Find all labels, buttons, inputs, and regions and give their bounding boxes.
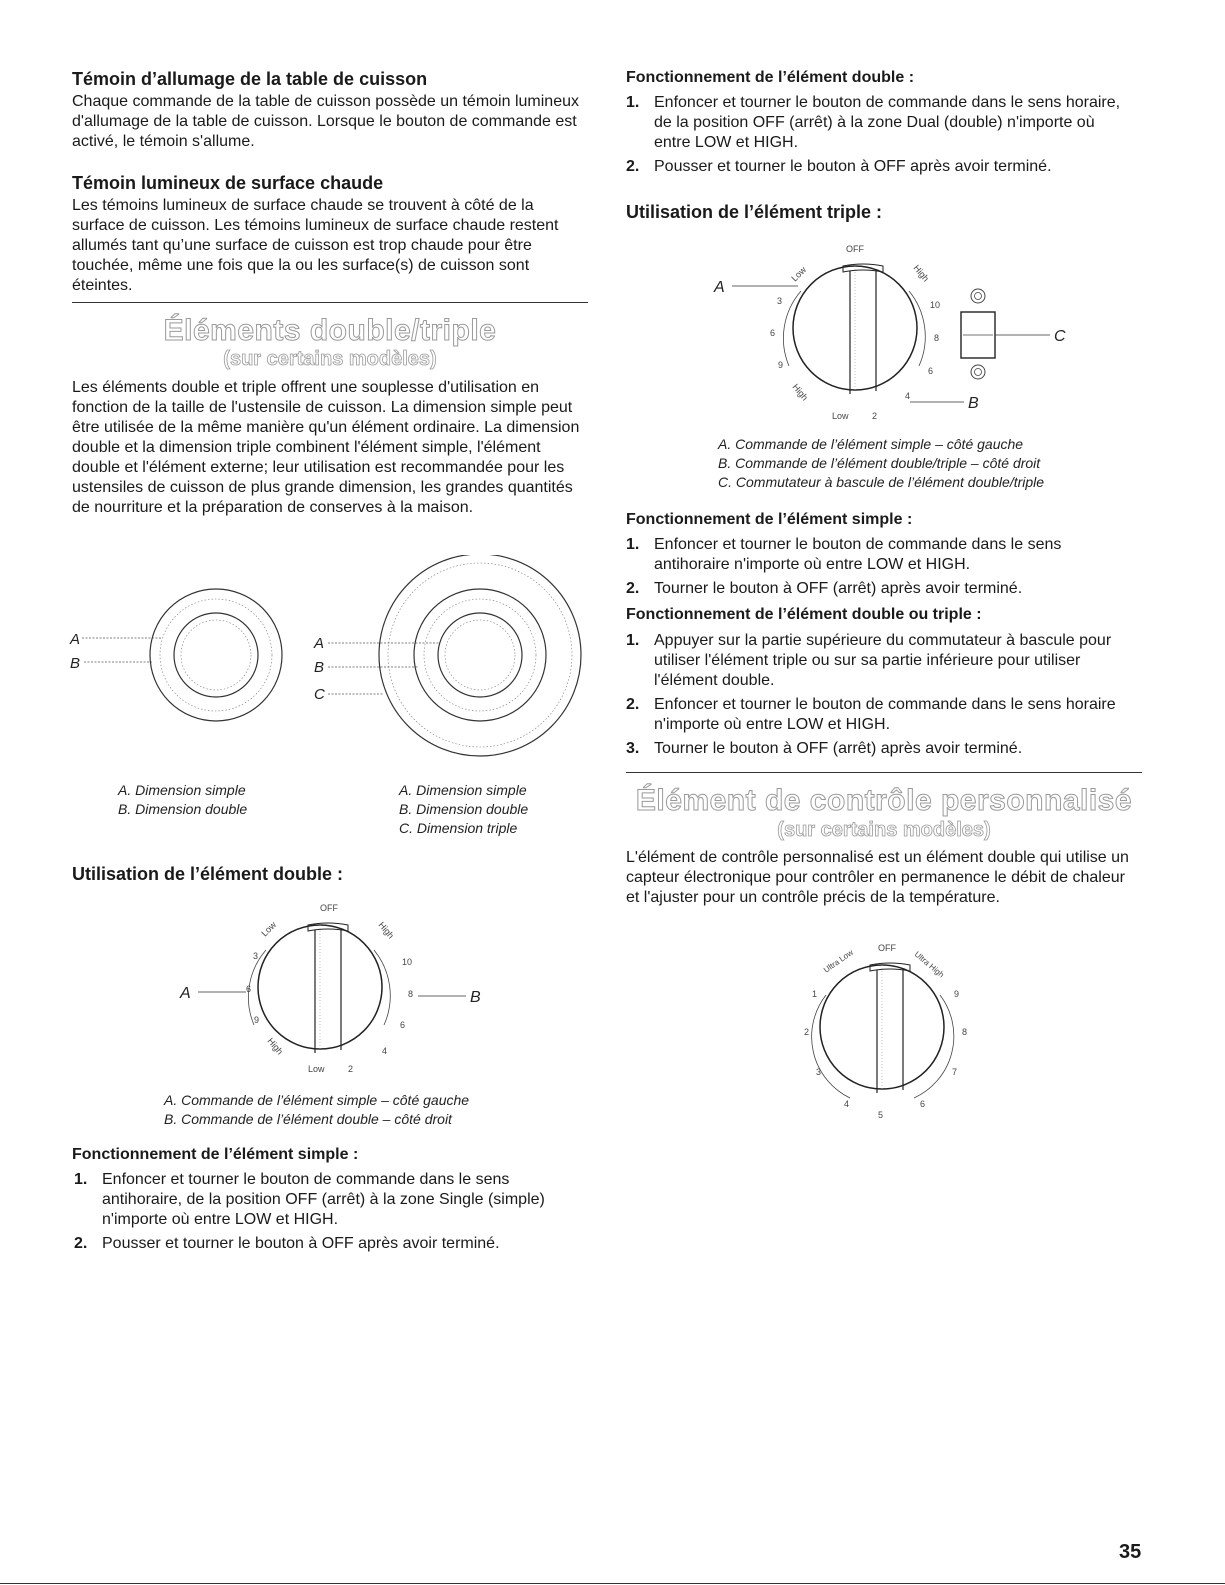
- knob1-low-top-label: Low: [259, 919, 279, 939]
- triple-element-diagram: [313, 555, 581, 756]
- knob1-callout-b: B: [470, 989, 481, 1006]
- knob3-num-9: 9: [954, 989, 960, 999]
- step-text: Pousser et tourner le bouton à OFF après avoir terminé.: [102, 1235, 500, 1252]
- paragraph-double-triple-intro: Les éléments double et triple offrent une souplesse d'utilisation en fonction de la taille de l'ustensile de cuisson. La dimension simple peut être utilisée de la même manière qu'un élément ordinaire. La dimension double et la dimension triple combinent l'élément simple, l'élément double et l'élément externe; leur utilisation est recommandée pour les ustensiles de cuisson de plus grande dimension, les grandes quantités de nourriture et la préparation de conserves à la maison.: [72, 379, 580, 516]
- step-item: [624, 157, 1124, 177]
- caption-line: B. Dimension double: [399, 801, 529, 817]
- knob3-num-6: 6: [920, 1099, 926, 1109]
- diagram2-label-c: C: [314, 686, 325, 703]
- step-number: 3.: [626, 740, 640, 757]
- knob2-high-bottom-label: High: [790, 381, 811, 403]
- step-item: [624, 631, 1124, 691]
- caption-line: B. Dimension double: [118, 801, 248, 817]
- knob2-num-2: 2: [872, 411, 878, 421]
- knob1-num-9: 9: [254, 1015, 260, 1025]
- banner-subtitle-models-right: (sur certains modèles): [777, 819, 991, 841]
- step-text: Enfoncer et tourner le bouton de commande dans le sens horaire n'importe où entre LOW et HIGH.: [654, 696, 1116, 733]
- page-bottom-border: [0, 1583, 1225, 1584]
- step-item: [624, 695, 1124, 735]
- step-text: Appuyer sur la partie supérieure du commutateur à bascule pour utiliser l'élément triple ou sur sa partie inférieure pour utiliser l'élément double.: [654, 632, 1112, 689]
- knob1-num-2: 2: [348, 1064, 354, 1074]
- caption-line: C. Dimension triple: [399, 820, 518, 836]
- caption-triple-knob: [718, 435, 1118, 492]
- heading-double-element-op: Fonctionnement de l’élément double :: [626, 69, 915, 86]
- knob1-num-8: 8: [408, 989, 414, 999]
- caption-line: A. Commande de l’élément simple – côté gauche: [164, 1092, 470, 1108]
- knob3-num-5: 5: [878, 1110, 884, 1120]
- caption-triple-element: [399, 781, 599, 838]
- knob2-callout-b: B: [968, 395, 979, 412]
- triple-element-knob-diagram: [700, 236, 1080, 432]
- step-number: 1.: [626, 632, 640, 649]
- knob2-num-3: 3: [777, 296, 783, 306]
- step-item: [624, 93, 1124, 153]
- step-number: 1.: [626, 536, 640, 553]
- caption-line: A. Dimension simple: [399, 782, 527, 798]
- knob3-num-2: 2: [804, 1027, 810, 1037]
- caption-double-knob: [164, 1091, 544, 1129]
- banner-subtitle-models: (sur certains modèles): [223, 348, 437, 370]
- double-element-diagram: [69, 589, 282, 721]
- banner-title-custom-control: Élément de contrôle personnalisé: [635, 784, 1133, 817]
- paragraph-ignition-light: Chaque commande de la table de cuisson possède un témoin lumineux d'allumage de la table de cuisson. Lorsque le bouton de commande est activé, le témoin s'allume.: [72, 93, 579, 150]
- heading-ignition-light: Témoin d’allumage de la table de cuisson: [72, 69, 428, 89]
- step-text: Enfoncer et tourner le bouton de commande dans le sens horaire, de la position OFF (arrêt) à la zone Dual (double) n'importe où entre LOW et HIGH.: [654, 94, 1121, 151]
- step-number: 1.: [74, 1171, 88, 1188]
- heading-hot-surface-light: Témoin lumineux de surface chaude: [72, 173, 384, 193]
- knob1-high-bottom-label: High: [265, 1035, 286, 1057]
- knob2-num-6b: 6: [928, 366, 934, 376]
- steps-double-element: [624, 93, 1124, 181]
- step-text: Enfoncer et tourner le bouton de commande dans le sens antihoraire n'importe où entre LOW et HIGH.: [654, 536, 1062, 573]
- step-number: 2.: [626, 696, 640, 713]
- paragraph-hot-surface-light: Les témoins lumineux de surface chaude se trouvent à côté de la surface de cuisson. Les témoins lumineux de surface chaude restent allumés tant qu’une surface de cuisson est trop chaude pour être touchée, même une fois que la ou les surface(s) de cuisson sont éteintes.: [72, 197, 559, 294]
- knob3-num-1: 1: [812, 989, 818, 999]
- rocker-switch: [961, 289, 995, 379]
- knob3-num-7: 7: [952, 1067, 958, 1077]
- step-text: Pousser et tourner le bouton à OFF après avoir terminé.: [654, 158, 1052, 175]
- knob2-low-bottom-label: Low: [832, 411, 849, 421]
- step-text: Tourner le bouton à OFF (arrêt) après avoir terminé.: [654, 580, 1023, 597]
- step-item: [72, 1170, 592, 1230]
- step-item: [72, 1234, 592, 1254]
- heading-double-triple-op: Fonctionnement de l’élément double ou triple :: [626, 606, 982, 623]
- diagram2-label-b: B: [314, 659, 325, 676]
- knob1-num-10: 10: [402, 957, 413, 967]
- step-item: [624, 739, 1124, 759]
- knob3-ultra-low-label: Ultra Low: [821, 947, 855, 975]
- knob1-num-6: 6: [246, 984, 252, 994]
- caption-line: A. Commande de l’élément simple – côté gauche: [718, 436, 1024, 452]
- knob3-off-label: OFF: [878, 943, 896, 953]
- knob1-num-6b: 6: [400, 1020, 406, 1030]
- page-number: 35: [1119, 1541, 1142, 1563]
- knob1-num-3: 3: [253, 951, 259, 961]
- steps-simple-element-left: [72, 1170, 592, 1258]
- diagram-label-a: A: [70, 631, 81, 648]
- knob3-num-8: 8: [962, 1027, 968, 1037]
- element-size-diagram: [60, 555, 600, 785]
- knob2-off-label: OFF: [846, 244, 864, 254]
- step-item: [624, 579, 1124, 599]
- knob1-off-label: OFF: [320, 903, 338, 913]
- heading-using-double-element: Utilisation de l’élément double :: [72, 864, 344, 884]
- knob3-num-4: 4: [844, 1099, 850, 1109]
- section-divider: [72, 302, 588, 303]
- knob2-high-top-label: High: [911, 262, 932, 284]
- step-item: [624, 535, 1124, 575]
- knob2-num-6: 6: [770, 328, 776, 338]
- heading-simple-element-op-left: Fonctionnement de l’élément simple :: [72, 1146, 359, 1163]
- knob2-num-9: 9: [778, 360, 784, 370]
- knob2-num-10: 10: [930, 300, 941, 310]
- step-text: Tourner le bouton à OFF (arrêt) après avoir terminé.: [654, 740, 1023, 757]
- knob2-callout-c: C: [1054, 328, 1066, 345]
- double-element-knob-diagram: [170, 895, 490, 1085]
- paragraph-custom-control: L'élément de contrôle personnalisé est un élément double qui utilise un capteur électronique pour contrôler en permanence le débit de chaleur et l'ajuster pour un contrôle précis de la température.: [626, 849, 1129, 906]
- step-number: 2.: [626, 158, 640, 175]
- diagram-label-b: B: [70, 655, 81, 672]
- step-text: Enfoncer et tourner le bouton de commande dans le sens antihoraire, de la position OFF (arrêt) à la zone Single (simple) n'importe où entre LOW et HIGH.: [102, 1171, 545, 1228]
- step-number: 1.: [626, 94, 640, 111]
- diagram2-label-a: A: [314, 635, 325, 652]
- knob1-low-bottom-label: Low: [308, 1064, 325, 1074]
- step-number: 2.: [626, 580, 640, 597]
- knob3-ultra-high-label: Ultra High: [912, 949, 946, 980]
- caption-line: C. Commutateur à bascule de l’élément double/triple: [718, 474, 1045, 490]
- caption-double-element: [118, 781, 318, 819]
- knob1-high-top-label: High: [376, 919, 397, 941]
- custom-control-knob-diagram: [790, 935, 990, 1125]
- caption-line: B. Commande de l’élément double – côté droit: [164, 1111, 452, 1127]
- steps-double-triple: [624, 631, 1124, 763]
- heading-simple-element-op-right: Fonctionnement de l’élément simple :: [626, 511, 913, 528]
- knob1-num-4: 4: [382, 1046, 388, 1056]
- knob2-low-top-label: Low: [789, 264, 809, 284]
- heading-using-triple-element: Utilisation de l’élément triple :: [626, 202, 883, 222]
- knob2-callout-a: A: [714, 279, 725, 296]
- caption-line: A. Dimension simple: [118, 782, 246, 798]
- section-divider-right: [626, 772, 1142, 773]
- steps-simple-element-right: [624, 535, 1124, 603]
- knob2-num-8: 8: [934, 333, 940, 343]
- knob1-callout-a: A: [180, 985, 191, 1002]
- banner-title-double-triple: Éléments double/triple: [163, 314, 497, 347]
- knob2-num-4: 4: [905, 391, 911, 401]
- knob3-num-3: 3: [816, 1067, 822, 1077]
- step-number: 2.: [74, 1235, 88, 1252]
- caption-line: B. Commande de l’élément double/triple – côté droit: [718, 455, 1041, 471]
